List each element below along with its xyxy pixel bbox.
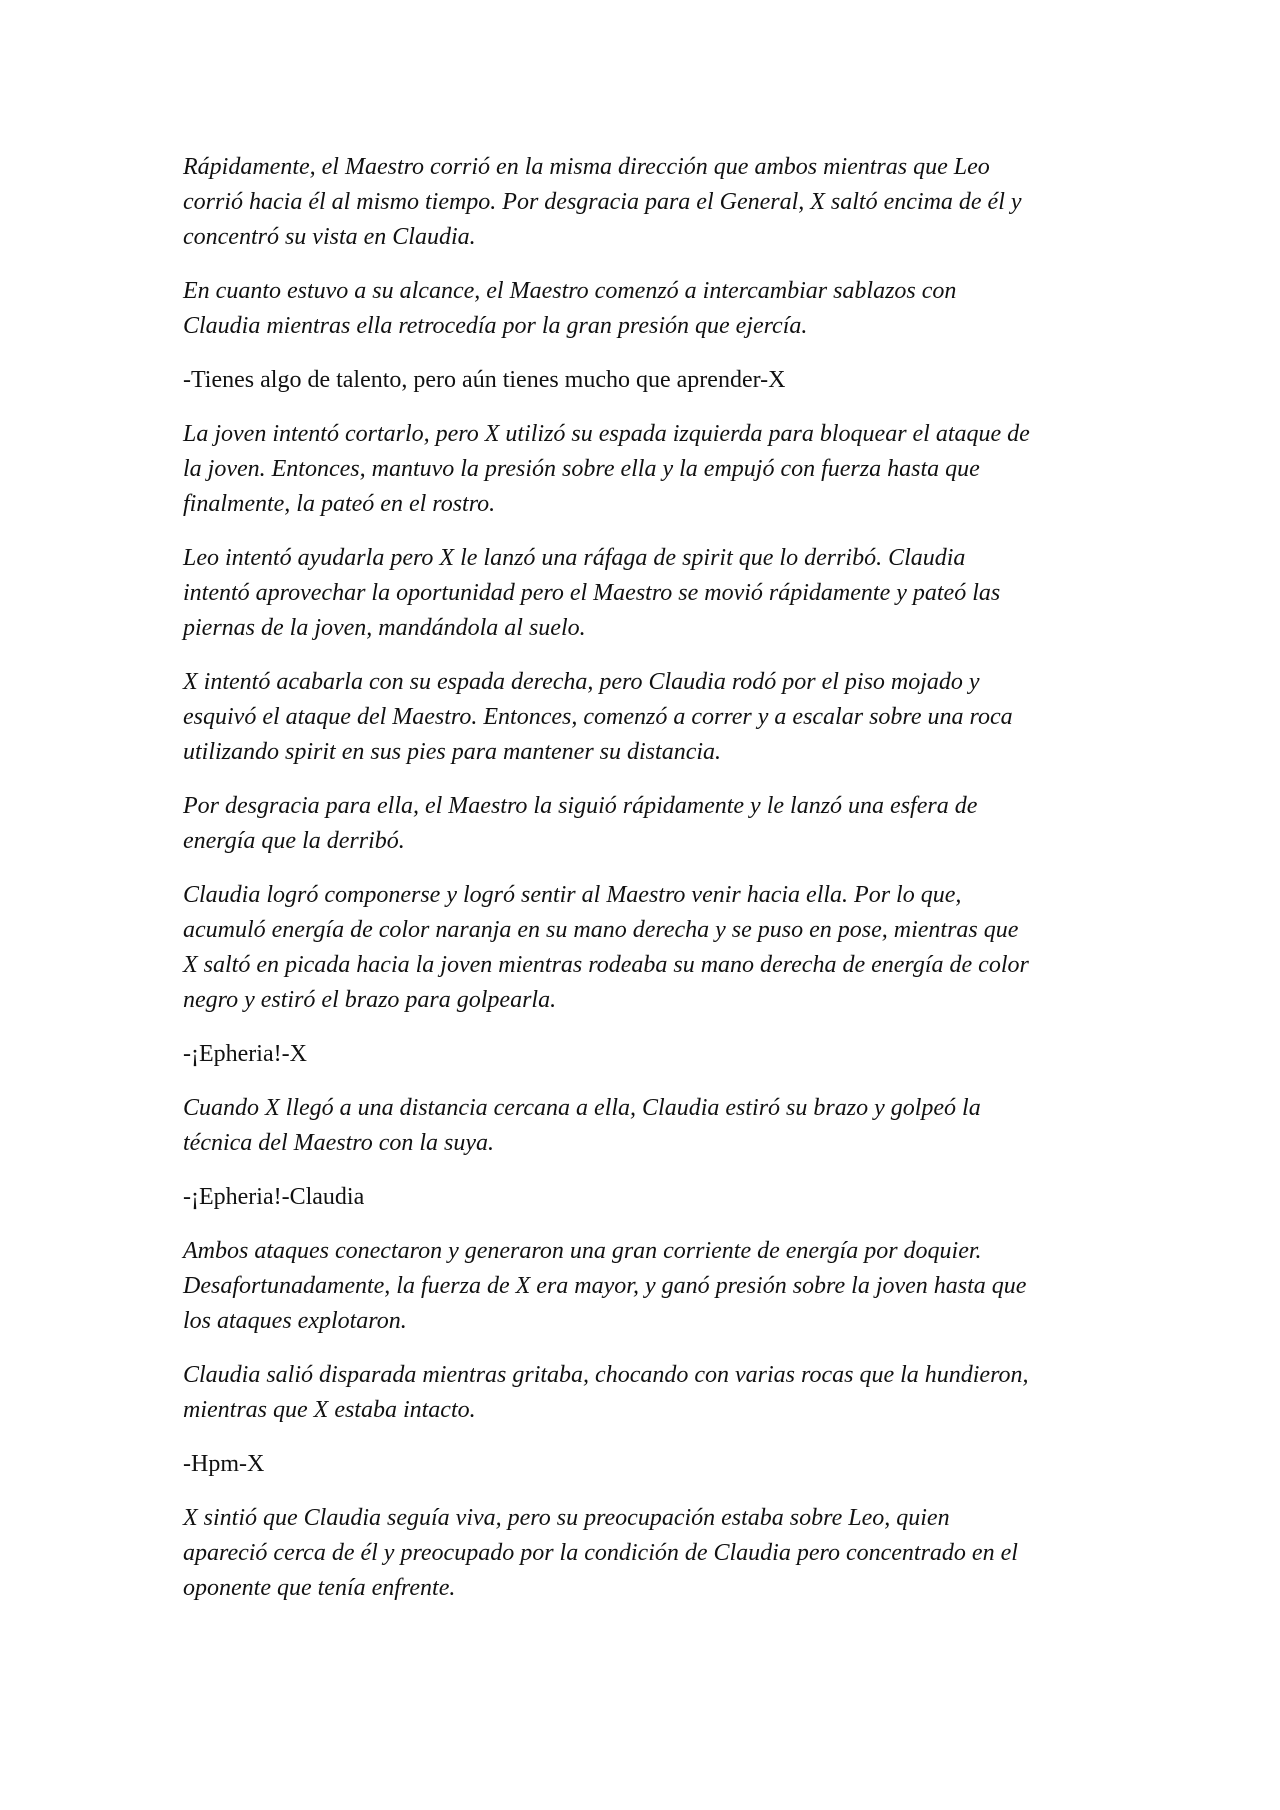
- narration-paragraph: [183, 274, 1113, 344]
- paragraph-line: La joven intentó cortarlo, pero X utilizó su espada izquierda para bloquear el ataque de: [183, 421, 1030, 447]
- paragraph-line: Leo intentó ayudarla pero X le lanzó una ráfaga de spirit que lo derribó. Claudia: [183, 545, 966, 571]
- dialogue-paragraph: [183, 1180, 1113, 1215]
- dialogue-paragraph: [183, 1037, 1113, 1072]
- paragraph-line: técnica del Maestro con la suya.: [183, 1130, 495, 1156]
- paragraph-line: esquivó el ataque del Maestro. Entonces, comenzó a correr y a escalar sobre una roca: [183, 704, 1013, 730]
- paragraph-line: -¡Epheria!-Claudia: [183, 1184, 365, 1210]
- paragraph-line: piernas de la joven, mandándola al suelo.: [183, 615, 586, 641]
- narration-paragraph: [183, 541, 1113, 646]
- paragraph-line: X intentó acabarla con su espada derecha, pero Claudia rodó por el piso mojado y: [183, 669, 980, 695]
- paragraph-line: Claudia mientras ella retrocedía por la gran presión que ejercía.: [183, 313, 808, 339]
- paragraph-line: Claudia logró componerse y logró sentir al Maestro venir hacia ella. Por lo que,: [183, 882, 962, 908]
- document-body: [183, 150, 1113, 1625]
- paragraph-line: X saltó en picada hacia la joven mientras rodeaba su mano derecha de energía de color: [183, 952, 1029, 978]
- dialogue-paragraph: [183, 1447, 1113, 1482]
- paragraph-line: -Tienes algo de talento, pero aún tienes mucho que aprender-X: [183, 367, 786, 393]
- paragraph-line: negro y estiró el brazo para golpearla.: [183, 987, 557, 1013]
- paragraph-line: apareció cerca de él y preocupado por la condición de Claudia pero concentrado en el: [183, 1540, 1018, 1566]
- paragraph-line: corrió hacia él al mismo tiempo. Por desgracia para el General, X saltó encima de él y: [183, 189, 1022, 215]
- paragraph-line: Claudia salió disparada mientras gritaba, chocando con varias rocas que la hundieron,: [183, 1362, 1029, 1388]
- dialogue-paragraph: [183, 363, 1113, 398]
- paragraph-line: Desafortunadamente, la fuerza de X era mayor, y ganó presión sobre la joven hasta que: [183, 1273, 1027, 1299]
- paragraph-line: los ataques explotaron.: [183, 1308, 407, 1334]
- paragraph-line: -Hpm-X: [183, 1451, 265, 1477]
- narration-paragraph: [183, 665, 1113, 770]
- paragraph-line: -¡Epheria!-X: [183, 1041, 307, 1067]
- narration-paragraph: [183, 417, 1113, 522]
- paragraph-line: utilizando spirit en sus pies para mantener su distancia.: [183, 739, 722, 765]
- paragraph-line: concentró su vista en Claudia.: [183, 224, 476, 250]
- paragraph-line: En cuanto estuvo a su alcance, el Maestro comenzó a intercambiar sablazos con: [183, 278, 957, 304]
- paragraph-line: acumuló energía de color naranja en su mano derecha y se puso en pose, mientras que: [183, 917, 1019, 943]
- paragraph-line: Por desgracia para ella, el Maestro la siguió rápidamente y le lanzó una esfera de: [183, 793, 978, 819]
- paragraph-line: finalmente, la pateó en el rostro.: [183, 491, 496, 517]
- narration-paragraph: [183, 1501, 1113, 1606]
- paragraph-line: intentó aprovechar la oportunidad pero el Maestro se movió rápidamente y pateó las: [183, 580, 1001, 606]
- paragraph-line: oponente que tenía enfrente.: [183, 1575, 456, 1601]
- paragraph-line: Ambos ataques conectaron y generaron una gran corriente de energía por doquier.: [183, 1238, 982, 1264]
- paragraph-line: mientras que X estaba intacto.: [183, 1397, 476, 1423]
- paragraph-line: Cuando X llegó a una distancia cercana a ella, Claudia estiró su brazo y golpeó la: [183, 1095, 981, 1121]
- paragraph-line: la joven. Entonces, mantuvo la presión sobre ella y la empujó con fuerza hasta que: [183, 456, 980, 482]
- narration-paragraph: [183, 1234, 1113, 1339]
- paragraph-line: Rápidamente, el Maestro corrió en la misma dirección que ambos mientras que Leo: [183, 154, 990, 180]
- narration-paragraph: [183, 150, 1113, 255]
- narration-paragraph: [183, 878, 1113, 1018]
- paragraph-line: X sintió que Claudia seguía viva, pero su preocupación estaba sobre Leo, quien: [183, 1505, 950, 1531]
- narration-paragraph: [183, 1358, 1113, 1428]
- narration-paragraph: [183, 1091, 1113, 1161]
- narration-paragraph: [183, 789, 1113, 859]
- paragraph-line: energía que la derribó.: [183, 828, 405, 854]
